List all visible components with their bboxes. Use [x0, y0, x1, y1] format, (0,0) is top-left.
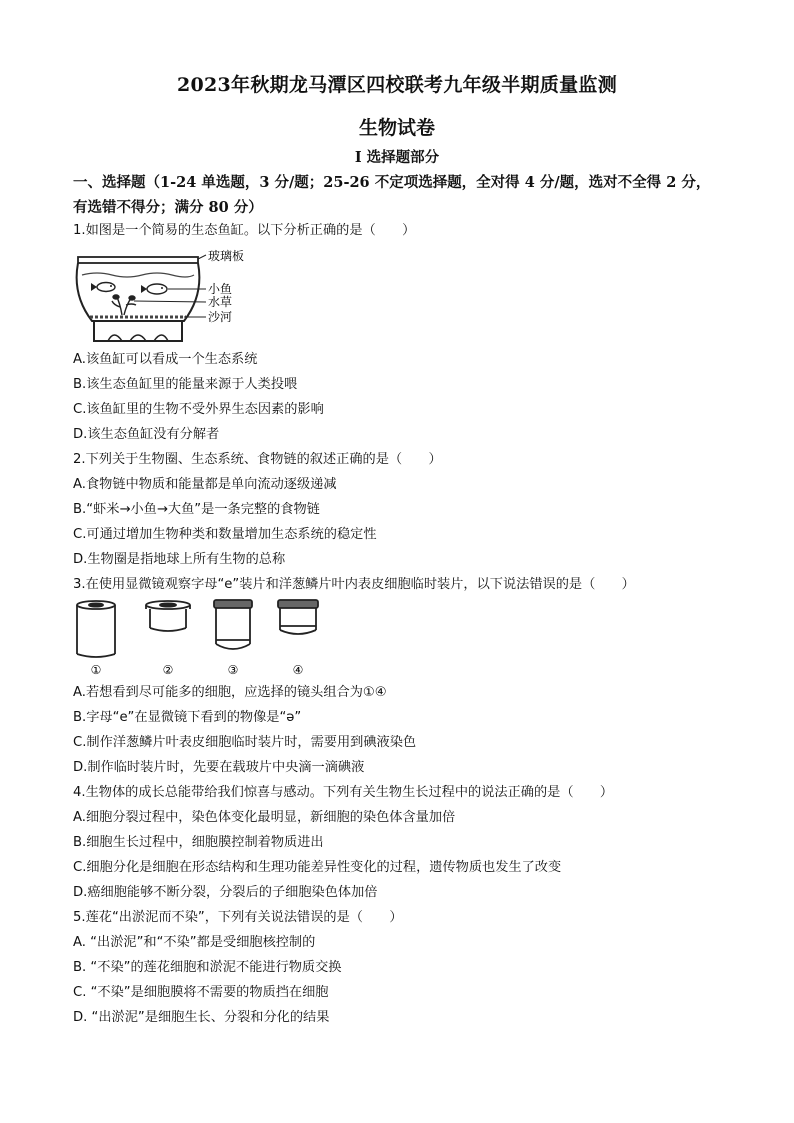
q5-option-b: B. “不染”的莲花细胞和淤泥不能进行物质交换: [73, 960, 342, 975]
question-1-stem: 1.如图是一个简易的生态鱼缸。以下分析正确的是（ ）: [73, 223, 416, 238]
q4-option-b: B.细胞生长过程中，细胞膜控制着物质进出: [73, 835, 324, 850]
lens-label-1: ①: [90, 663, 102, 677]
q5-option-d: D. “出淤泥”是细胞生长、分裂和分化的结果: [73, 1010, 330, 1025]
q4-option-d: D.癌细胞能够不断分裂，分裂后的子细胞染色体加倍: [73, 885, 378, 900]
fish-tank-figure: [72, 245, 262, 347]
label-fish: 小鱼: [208, 282, 233, 296]
exam-title: 2023年秋期龙马潭区四校联考九年级半期质量监测: [176, 74, 618, 96]
q1-option-d: D.该生态鱼缸没有分解者: [73, 427, 220, 442]
q1-option-c: C.该鱼缸里的生物不受外界生态因素的影响: [73, 402, 324, 417]
question-2-stem: 2.下列关于生物圈、生态系统、食物链的叙述正确的是（ ）: [73, 452, 442, 467]
section-instructions-line2: 有选错不得分；满分 80 分）: [73, 199, 263, 216]
part-heading: I 选择题部分: [354, 149, 440, 166]
q4-option-c: C.细胞分化是细胞在形态结构和生理功能差异性变化的过程，遗传物质也发生了改变: [73, 860, 562, 875]
q5-option-a: A. “出淤泥”和“不染”都是受细胞核控制的: [73, 935, 316, 950]
q3-option-b: B.字母“e”在显微镜下看到的物像是“ə”: [73, 710, 302, 725]
q1-option-a: A.该鱼缸可以看成一个生态系统: [73, 352, 258, 367]
subject-title: 生物试卷: [358, 117, 435, 139]
q1-option-b: B.该生态鱼缸里的能量来源于人类投喂: [73, 377, 298, 392]
q2-option-b: B.“虾米→小鱼→大鱼”是一条完整的食物链: [73, 502, 320, 517]
q2-option-c: C.可通过增加生物种类和数量增加生态系统的稳定性: [73, 527, 377, 542]
question-3-stem: 3.在使用显微镜观察字母“e”装片和洋葱鳞片叶内表皮细胞临时装片，以下说法错误的是（ ）: [73, 577, 635, 592]
question-4-stem: 4.生物体的成长总能带给我们惊喜与感动。下列有关生物生长过程中的说法正确的是（ ）: [73, 785, 614, 800]
fish-icon: [91, 283, 115, 292]
q5-option-c: C. “不染”是细胞膜将不需要的物质挡在细胞: [73, 985, 329, 1000]
objective-short-icon: [278, 600, 318, 634]
lens-label-2: ②: [162, 663, 174, 677]
microscope-lenses-figure: [72, 596, 332, 680]
objective-long-icon: [214, 600, 252, 649]
label-waterweed: 水草: [208, 295, 233, 309]
lens-label-3: ③: [227, 663, 239, 677]
q4-option-a: A.细胞分裂过程中，染色体变化最明显，新细胞的染色体含量加倍: [73, 810, 456, 825]
q3-option-a: A.若想看到尽可能多的细胞，应选择的镜头组合为①④: [73, 685, 387, 700]
label-sand: 沙河: [208, 310, 233, 324]
water-plant-icon: [112, 295, 136, 315]
q3-option-d: D.制作临时装片时，先要在载玻片中央滴一滴碘液: [73, 760, 365, 775]
section-instructions-line1: 一、选择题（1-24 单选题，3 分/题；25-26 不定项选择题，全对得 4 分/题，选对不全得 2 分，: [73, 174, 711, 191]
q3-option-c: C.制作洋葱鳞片叶表皮细胞临时装片时，需要用到碘液染色: [73, 735, 417, 750]
q2-option-a: A.食物链中物质和能量都是单向流动逐级递减: [73, 477, 337, 492]
label-glass: 玻璃板: [208, 249, 245, 263]
eyepiece-long-icon: [77, 601, 115, 657]
question-5-stem: 5.莲花“出淤泥而不染”，下列有关说法错误的是（ ）: [73, 910, 403, 925]
fish-icon: [141, 284, 167, 294]
q2-option-d: D.生物圈是指地球上所有生物的总称: [73, 552, 286, 567]
glass-lid: [78, 257, 198, 263]
eyepiece-short-icon: [146, 601, 190, 631]
lens-label-4: ④: [292, 663, 304, 677]
